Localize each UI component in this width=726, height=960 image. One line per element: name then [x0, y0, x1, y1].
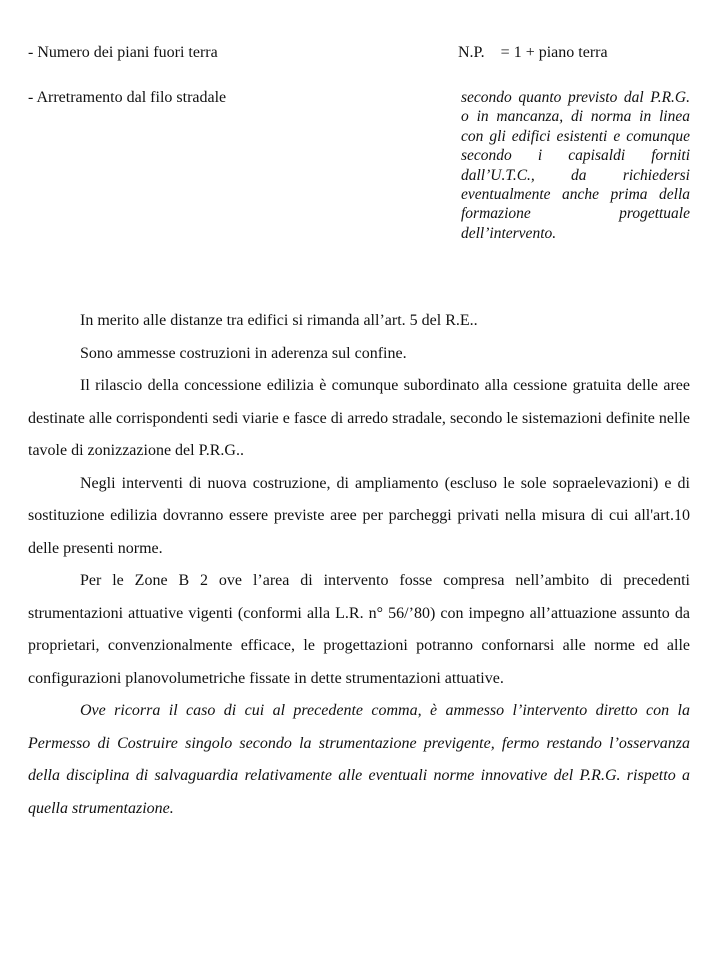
paragraph-concession: Il rilascio della concessione edilizia è comunque subordinato alla cessione gratuita delle aree destinate alle corrispondenti sedi viarie e fasce di arredo stradale, secondo le sistemazioni definite nelle tavole di zonizzazione del P.R.G..	[28, 377, 690, 459]
paragraph-direct-intervention: Ove ricorra il caso di cui al precedente comma, è ammesso l’intervento diretto con la Permesso di Costruire singolo secondo la strumentazione previgente, fermo restando l’osservanza della disciplina di salvaguardia relativamente alle eventuali norme innovative del P.R.G. rispetto a quella strumentazione.	[28, 702, 690, 817]
floors-value: N.P. = 1 + piano terra	[458, 44, 608, 61]
setback-label: - Arretramento dal filo stradale	[28, 89, 227, 106]
setback-value: secondo quanto previsto dal P.R.G. o in mancanza, di norma in linea con gli edifici esistenti e comunque secondo i capisaldi forniti dall’U.T.C., da richiedersi eventualmente anche prima della formazione progettuale dell’intervento.	[461, 89, 690, 242]
paragraph-distances: In merito alle distanze tra edifici si rimanda all’art. 5 del R.E..	[80, 312, 478, 329]
paragraph-parking: Negli interventi di nuova costruzione, di ampliamento (escluso le sole sopraelevazioni) e di sostituzione edilizia dovranno essere previste aree per parcheggi privati nella misura di cui all'art.10 delle presenti norme.	[28, 474, 690, 557]
floors-label: - Numero dei piani fuori terra	[28, 44, 218, 61]
body-text	[28, 305, 690, 825]
paragraph-adjacency: Sono ammesse costruzioni in aderenza sul confine.	[80, 344, 407, 362]
paragraph-zone-b2: Per le Zone B 2 ove l’area di intervento fosse compresa nell’ambito di precedenti strumentazioni attuative vigenti (conformi alla L.R. n° 56/’80) con impegno all’attuazione assunto da proprietari, convenzionalmente efficace, le progettazioni potranno confornarsi alle norme ed alle configurazioni planovolumetriche fissate in dette strumentazioni attuative.	[28, 572, 690, 687]
